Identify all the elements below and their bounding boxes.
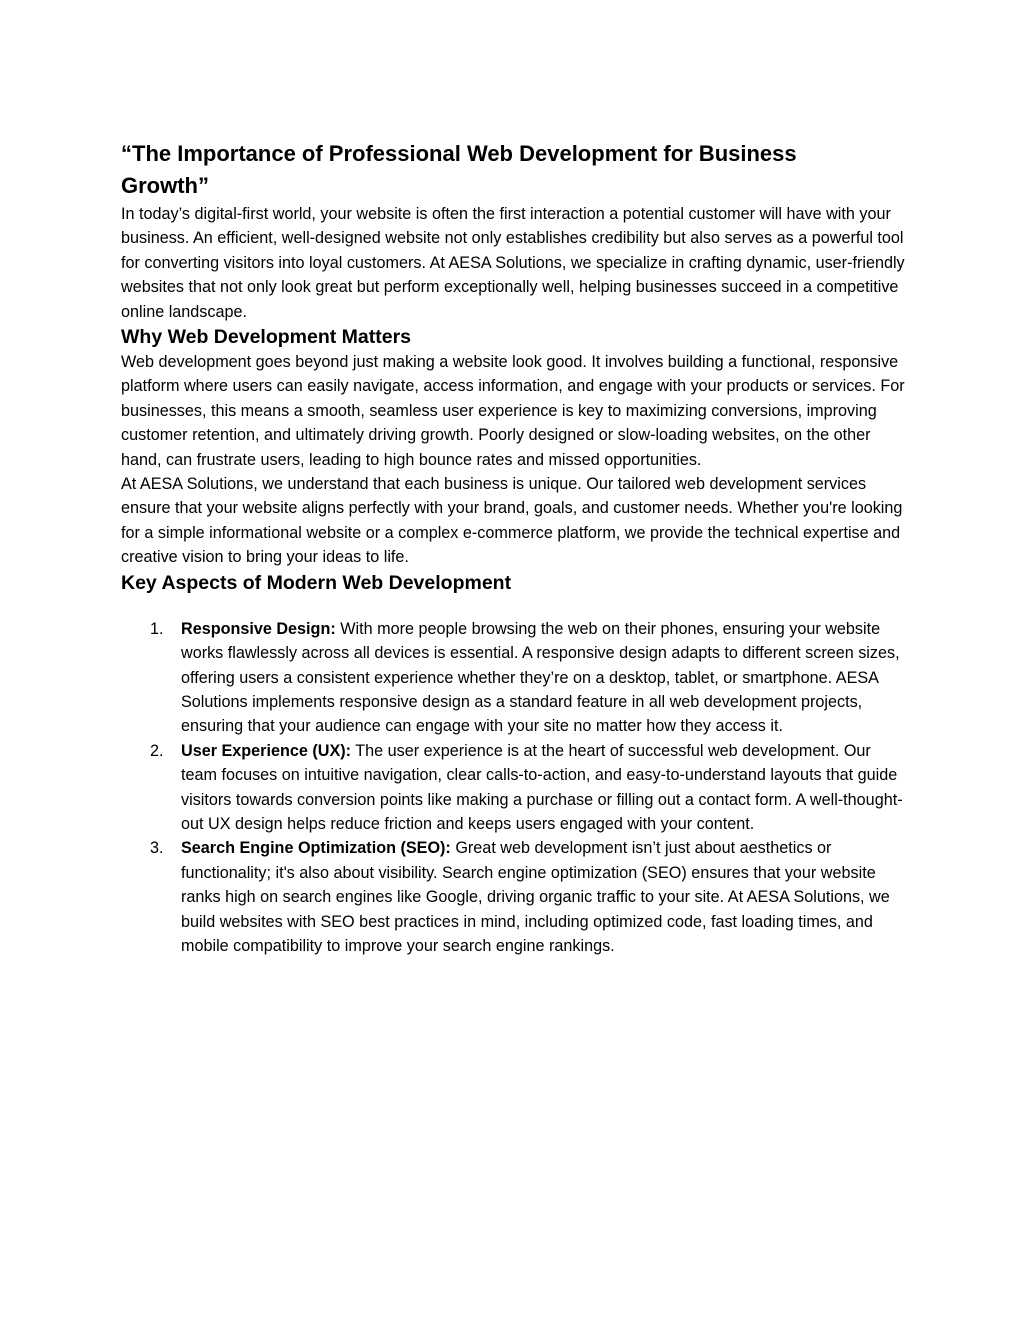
- list-item-number: 3.: [150, 839, 164, 858]
- why-web-development-heading: Why Web Development Matters: [121, 326, 412, 349]
- key-aspects-heading: Key Aspects of Modern Web Development: [121, 571, 512, 594]
- list-item-term: Responsive Design:: [181, 619, 336, 638]
- list-item-text: With more people browsing the web on their phones, ensuring your website works flawlessly across all devices is essential. A responsive design adapts to different screen sizes, offering users a consistent experience whether they’re on a desktop, tablet, or smartphone. AESA Solutions implements responsive design as a standard feature in all web development projects, ensuring that your audience can engage with your site no matter how they access it.: [181, 619, 900, 736]
- list-item-text: Great web development isn’t just about aesthetics or functionality; it's also about visibility. Search engine optimization (SEO) ensures that your website ranks high on search engines like Google, driving organic traffic to your site. At AESA Solutions, we build websites with SEO best practices in mind, including optimized code, fast loading times, and mobile compatibility to improve your search engine rankings.: [181, 839, 890, 955]
- list-item-number: 2.: [150, 741, 164, 760]
- list-item-text: The user experience is at the heart of successful web development. Our team focuses on intuitive navigation, clear calls-to-action, and easy-to-understand layouts that guide visitors towards conversion points like making a purchase or filling out a contact form. A well-thought-out UX design helps reduce friction and keeps users engaged with your content.: [181, 741, 903, 833]
- why-web-development-paragraph: Web development goes beyond just making a website look good. It involves building a functional, responsive platform where users can easily navigate, access information, and engage with your products or services. For businesses, this means a smooth, seamless user experience is key to maximizing conversions, improving customer retention, and ultimately driving growth. Poorly designed or slow-loading websites, on the other hand, can frustrate users, leading to high bounce rates and missed opportunities.: [121, 353, 905, 469]
- list-item-seo: [121, 836, 911, 958]
- list-item-term: User Experience (UX):: [181, 741, 352, 760]
- key-aspects-list: [121, 617, 921, 959]
- document-page: [121, 138, 921, 958]
- document-title: “The Importance of Professional Web Development for Business Growth”: [121, 141, 797, 198]
- list-item-number: 1.: [150, 619, 164, 638]
- list-item-responsive-design: [121, 617, 911, 739]
- intro-paragraph: In today’s digital-first world, your website is often the first interaction a potential customer will have with your business. An efficient, well-designed website not only establishes credibility but also serves as a powerful tool for converting visitors into loyal customers. At AESA Solutions, we specialize in crafting dynamic, user-friendly websites that not only look great but perform exceptionally well, helping businesses succeed in a competitive online landscape.: [121, 205, 905, 321]
- aesa-solutions-paragraph: At AESA Solutions, we understand that each business is unique. Our tailored web development services ensure that your website aligns perfectly with your brand, goals, and customer needs. Whether you're looking for a simple informational website or a complex e-commerce platform, we provide the technical expertise and creative vision to bring your ideas to life.: [121, 475, 903, 567]
- list-item-term: Search Engine Optimization (SEO):: [181, 839, 451, 858]
- list-item-user-experience: [121, 739, 911, 837]
